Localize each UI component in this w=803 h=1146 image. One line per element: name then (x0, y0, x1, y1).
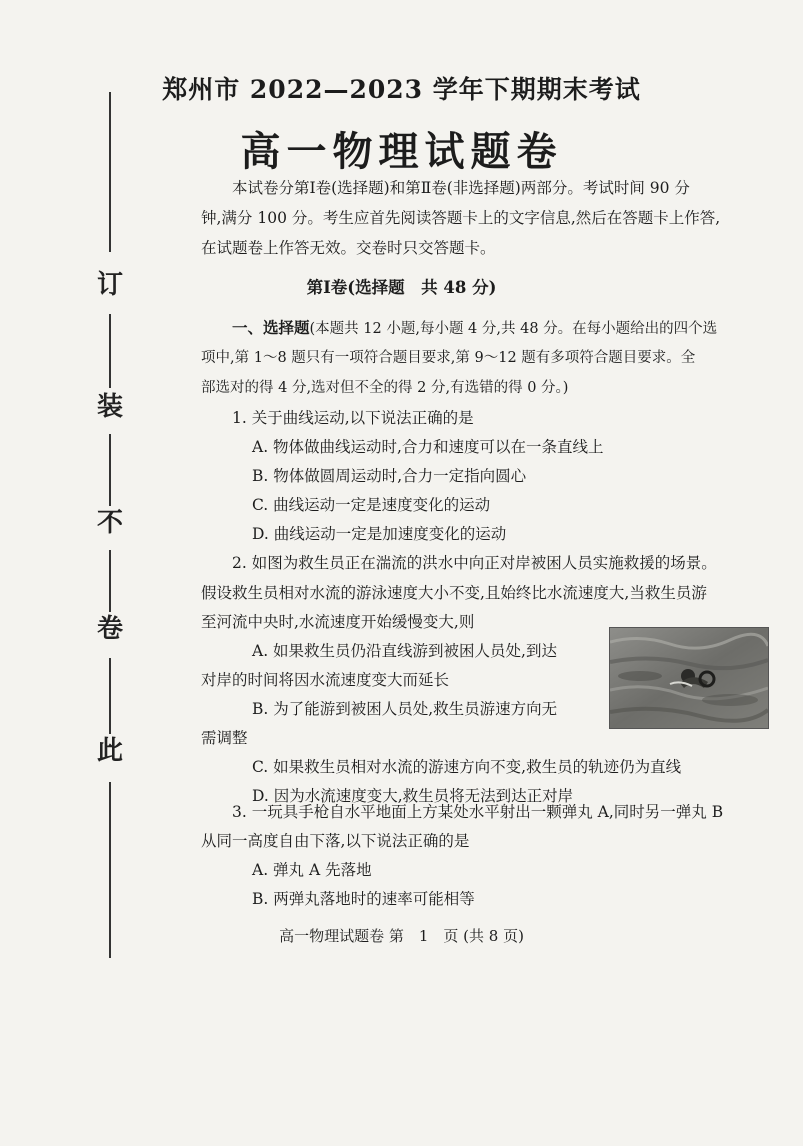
question-option: A. 如果救生员仍沿直线游到被困人员处,到达 (252, 642, 557, 660)
binding-char: 卷 (96, 614, 123, 644)
binding-rule (109, 434, 111, 506)
part-one-line: 项中,第 1～8 题只有一项符合题目要求,第 9～12 题有多项符合题目要求。全 (201, 350, 696, 366)
part-one-line: 部选对的得 4 分,选对但不全的得 2 分,有选错的得 0 分。) (201, 380, 569, 396)
question-option: 对岸的时间将因水流速度变大而延长 (201, 671, 450, 689)
binding-char: 装 (96, 392, 123, 422)
binding-char: 此 (96, 736, 123, 766)
question-option: D. 曲线运动一定是加速度变化的运动 (252, 525, 507, 543)
binding-rule (109, 314, 111, 388)
question-option: A. 弹丸 A 先落地 (252, 861, 372, 879)
question-stem: 3. 一玩具手枪自水平地面上方某处水平射出一颗弹丸 A,同时另一弹丸 B (232, 803, 724, 821)
question-option: D. 因为水流速度变大,救生员将无法到达正对岸 (252, 787, 574, 805)
part-one-line (232, 313, 717, 344)
page-footer: 高一物理试题卷 第 1 页 (共 8 页) (279, 927, 524, 945)
question-option: C. 曲线运动一定是速度变化的运动 (252, 496, 491, 514)
question-stem: 1. 关于曲线运动,以下说法正确的是 (232, 409, 474, 427)
question-option: B. 为了能游到被困人员处,救生员游速方向无 (252, 700, 558, 718)
part-one-heading: 一、选择题 (232, 318, 310, 337)
instructions-line: 在试题卷上作答无效。交卷时只交答题卡。 (201, 239, 496, 257)
question-option: B. 物体做圆周运动时,合力一定指向圆心 (252, 467, 527, 485)
question-option: 需调整 (201, 729, 248, 747)
rescue-photo (609, 627, 769, 729)
question-stem: 从同一高度自由下落,以下说法正确的是 (201, 832, 470, 850)
binding-margin (88, 92, 132, 958)
binding-rule (109, 658, 111, 734)
question-option: A. 物体做曲线运动时,合力和速度可以在一条直线上 (252, 438, 604, 456)
binding-char: 不 (96, 508, 123, 538)
question-stem: 2. 如图为救生员正在湍流的洪水中向正对岸被困人员实施救援的场景。 (232, 554, 717, 572)
section-title: 第Ⅰ卷(选择题 共 48 分) (306, 278, 497, 297)
question-stem: 至河流中央时,水流速度开始缓慢变大,则 (201, 613, 475, 631)
part-one-rules: (本题共 12 小题,每小题 4 分,共 48 分。在每小题给出的四个选 (309, 321, 718, 337)
flood-water-image (610, 628, 768, 728)
exam-title: 郑州市 2022—2023 学年下期期末考试 (162, 75, 641, 104)
binding-char: 订 (96, 270, 123, 300)
instructions-line: 本试卷分第Ⅰ卷(选择题)和第Ⅱ卷(非选择题)两部分。考试时间 90 分 (232, 179, 690, 197)
paper-title: 高一物理试题卷 (240, 128, 563, 175)
instructions-line: 钟,满分 100 分。考生应首先阅读答题卡上的文字信息,然后在答题卡上作答, (201, 209, 721, 227)
question-stem: 假设救生员相对水流的游泳速度大小不变,且始终比水流速度大,当救生员游 (201, 584, 707, 602)
binding-rule (109, 550, 111, 612)
question-option: C. 如果救生员相对水流的游速方向不变,救生员的轨迹仍为直线 (252, 758, 682, 776)
question-option: B. 两弹丸落地时的速率可能相等 (252, 890, 475, 908)
